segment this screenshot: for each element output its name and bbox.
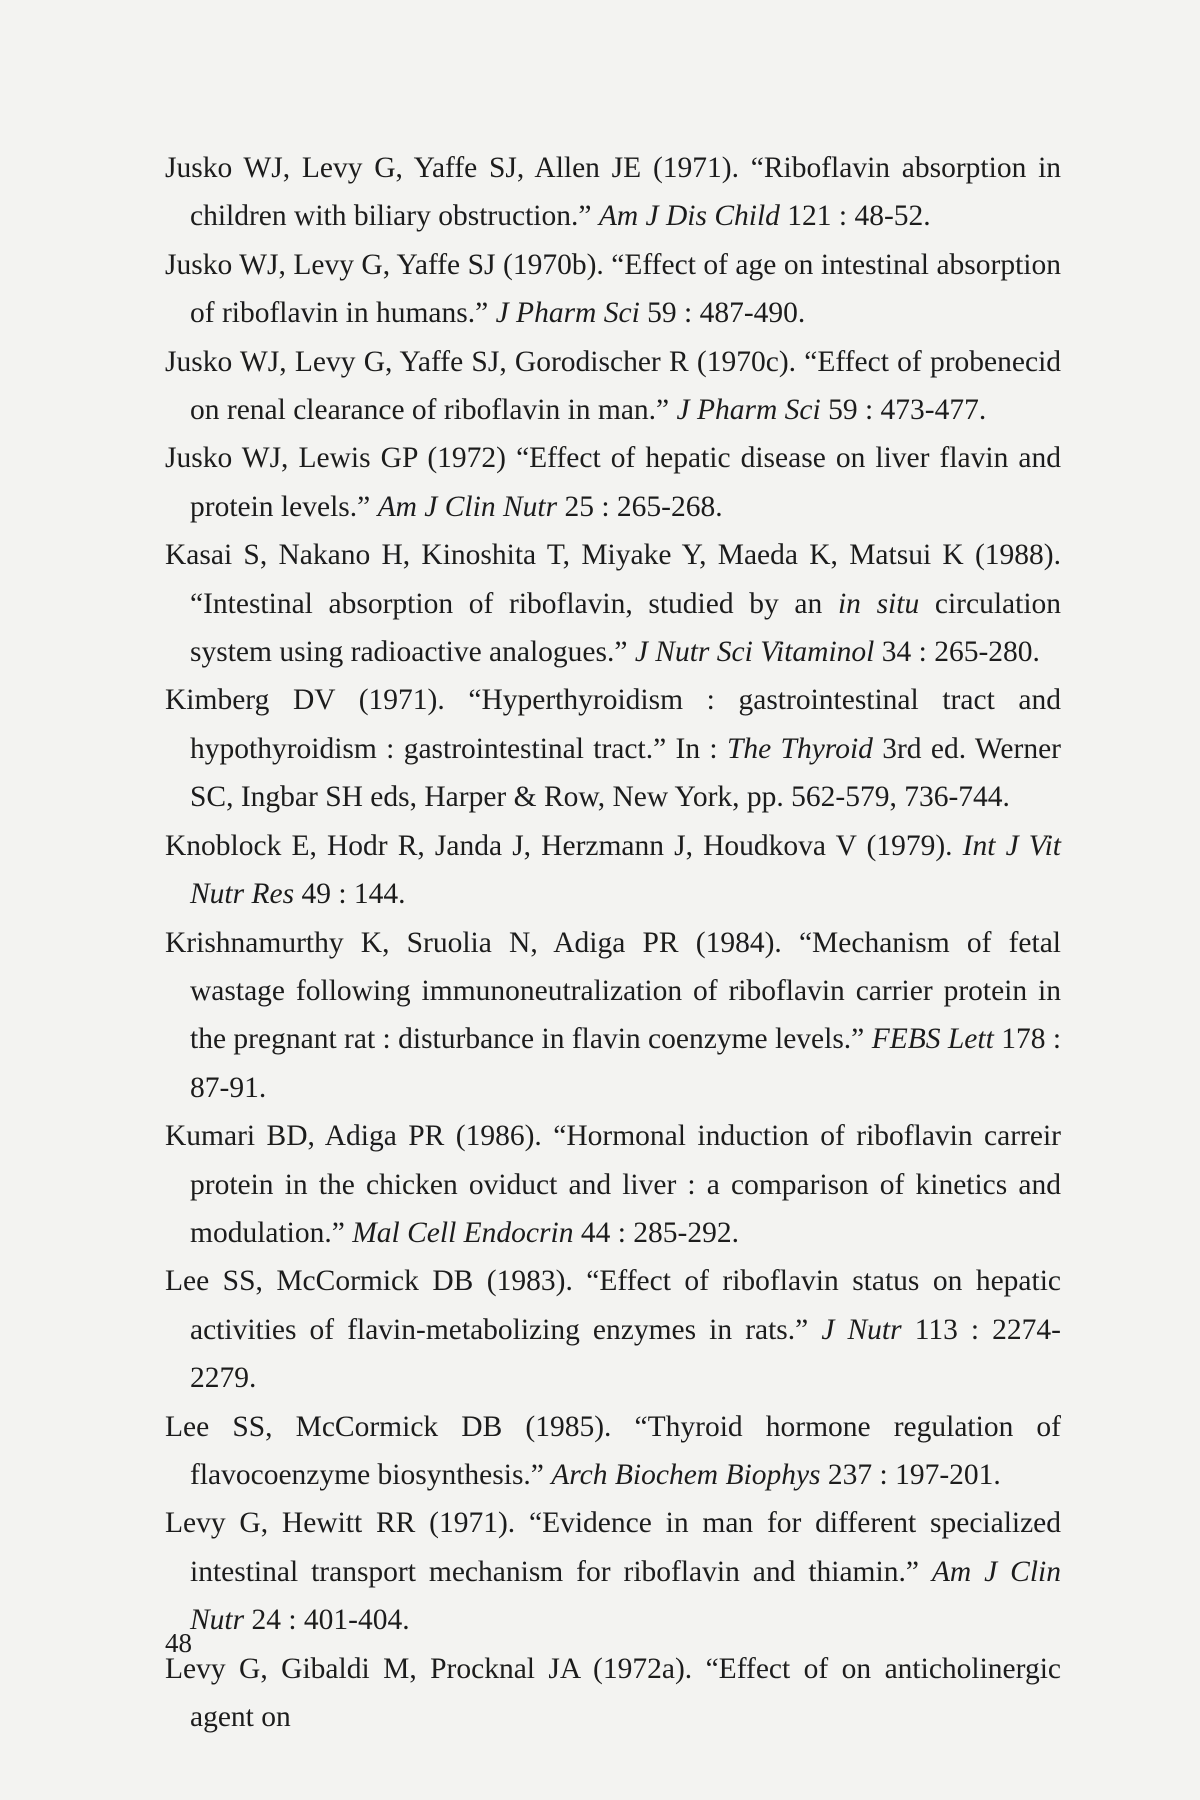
- ref-citation: 34 : 265-280.: [881, 636, 1040, 669]
- ref-year: (1983).: [486, 1265, 573, 1298]
- ref-title-end: circulation system using radioactive analogues.”: [190, 587, 1062, 669]
- ref-citation: 178 : 87-91.: [190, 1023, 1062, 1104]
- reference-list: [165, 144, 1061, 1741]
- ref-journal: Arch Biochem Biophys: [551, 1458, 821, 1491]
- ref-journal: J Nutr Sci Vitaminol: [634, 636, 875, 669]
- ref-title-italic: in situ: [837, 587, 920, 620]
- ref-citation: 24 : 401-404.: [251, 1604, 410, 1637]
- reference-item: [165, 919, 1061, 1113]
- ref-title: “Effect of probenecid on renal clearance of riboflavin in man.”: [190, 345, 1062, 427]
- reference-item: [165, 1645, 1061, 1742]
- ref-title: “Effect of hepatic disease on liver flavin and protein levels.”: [190, 442, 1061, 523]
- ref-journal: Mal Cell Endocrin: [352, 1216, 574, 1249]
- reference-item: [165, 144, 1061, 241]
- ref-year: (1986).: [455, 1120, 542, 1153]
- ref-title: “Riboflavin absorption in children with biliary obstruction.”: [190, 152, 1062, 233]
- ref-citation: 49 : 144.: [301, 878, 406, 911]
- ref-citation: 59 : 487-490.: [647, 297, 806, 330]
- ref-year: (1971).: [358, 684, 445, 717]
- reference-item: [165, 338, 1061, 435]
- ref-title: “Hormonal induction of riboflavin carreir protein in the chicken oviduct and liver : a comparison of kinetics and modulation.”: [190, 1120, 1061, 1249]
- ref-journal: Am J Dis Child: [598, 200, 780, 233]
- ref-citation: 44 : 285-292.: [580, 1216, 739, 1249]
- ref-authors: Lee SS, McCormick DB: [165, 1410, 503, 1443]
- ref-title: “Mechanism of fetal wastage following immunoneutralization of riboflavin carrier protein in the pregnant rat : disturbance in flavin coenzyme levels.”: [190, 926, 1061, 1056]
- ref-citation: 113 : 2274-2279.: [190, 1313, 1061, 1395]
- ref-in-label: In :: [675, 732, 718, 765]
- ref-title: “Effect of age on intestinal absorption of riboflavin in humans.”: [190, 248, 1061, 330]
- reference-item: [165, 1499, 1061, 1644]
- reference-item: [165, 1257, 1061, 1402]
- ref-year: (1972): [427, 442, 506, 475]
- reference-item: [165, 434, 1061, 531]
- ref-year: (1970b).: [503, 248, 604, 281]
- ref-citation: 59 : 473-477.: [828, 394, 987, 427]
- ref-authors: Kasai S, Nakano H, Kinoshita T, Miyake Y, Maeda K, Matsui K: [165, 539, 964, 572]
- ref-citation: 25 : 265-268.: [564, 490, 723, 523]
- ref-year: (1971).: [652, 152, 739, 184]
- ref-title: “Hyperthyroidism : gastrointestinal tract and hypothyroidism : gastrointestinal tract.”: [190, 684, 1061, 765]
- ref-authors: Jusko WJ, Lewis GP: [165, 442, 418, 475]
- ref-authors: Lee SS, McCormick DB: [165, 1265, 474, 1298]
- ref-year: (1985).: [525, 1410, 612, 1443]
- ref-year: (1972a).: [593, 1652, 693, 1685]
- reference-item: [165, 241, 1061, 338]
- reference-item: [165, 676, 1061, 821]
- ref-authors: Knoblock E, Hodr R, Janda J, Herzmann J, Houdkova V: [165, 829, 857, 862]
- ref-journal: J Pharm Sci: [495, 297, 640, 330]
- ref-authors: Levy G, Gibaldi M, Procknal JA: [165, 1652, 580, 1685]
- ref-journal: FEBS Lett: [871, 1023, 994, 1056]
- ref-title: “Thyroid hormone regulation of flavocoenzyme biosynthesis.”: [190, 1410, 1062, 1491]
- ref-title: “Effect of riboflavin status on hepatic activities of flavin-metabolizing enzymes in rats.”: [190, 1265, 1061, 1346]
- ref-book-details: 3rd ed. Werner SC, Ingbar SH eds, Harper & Row, New York, pp. 562-579, 736-744.: [190, 732, 1061, 814]
- ref-journal: Int J Vit Nutr Res: [190, 829, 1062, 911]
- ref-title: “Evidence in man for different specialized intestinal transport mechanism for riboflavin and thiamin.”: [190, 1507, 1062, 1588]
- ref-book-title: The Thyroid: [726, 732, 873, 765]
- ref-year: (1984).: [695, 926, 782, 959]
- ref-authors: Jusko WJ, Levy G, Yaffe SJ, Gorodischer R: [165, 345, 689, 378]
- ref-authors: Kimberg DV: [165, 684, 336, 717]
- page-number: 48: [165, 1628, 192, 1658]
- ref-year: (1988).: [974, 539, 1062, 572]
- ref-year: (1970c).: [696, 345, 797, 378]
- reference-item: [165, 1403, 1061, 1500]
- ref-citation: 121 : 48-52.: [787, 200, 931, 233]
- ref-authors: Kumari BD, Adiga PR: [165, 1120, 445, 1153]
- ref-journal: J Nutr: [821, 1313, 902, 1346]
- ref-authors: Krishnamurthy K, Sruolia N, Adiga PR: [165, 926, 679, 959]
- ref-authors: Jusko WJ, Levy G, Yaffe SJ: [165, 248, 496, 281]
- ref-authors: Levy G, Hewitt RR: [165, 1507, 416, 1540]
- ref-year: (1971).: [429, 1507, 516, 1540]
- reference-item: [165, 822, 1061, 919]
- ref-title-start: “Intestinal absorption of riboflavin, studied by an: [190, 587, 823, 620]
- ref-title: “Effect of on anticholinergic agent on: [190, 1652, 1061, 1733]
- ref-authors: Jusko WJ, Levy G, Yaffe SJ, Allen JE: [165, 152, 642, 184]
- reference-item: [165, 1112, 1061, 1257]
- reference-item: [165, 531, 1061, 676]
- ref-year: (1979).: [866, 829, 953, 862]
- ref-journal: J Pharm Sci: [676, 394, 821, 427]
- ref-citation: 237 : 197-201.: [827, 1458, 1001, 1491]
- ref-journal: Am J Clin Nutr: [377, 490, 558, 523]
- ref-journal: Am J Clin Nutr: [190, 1555, 1061, 1637]
